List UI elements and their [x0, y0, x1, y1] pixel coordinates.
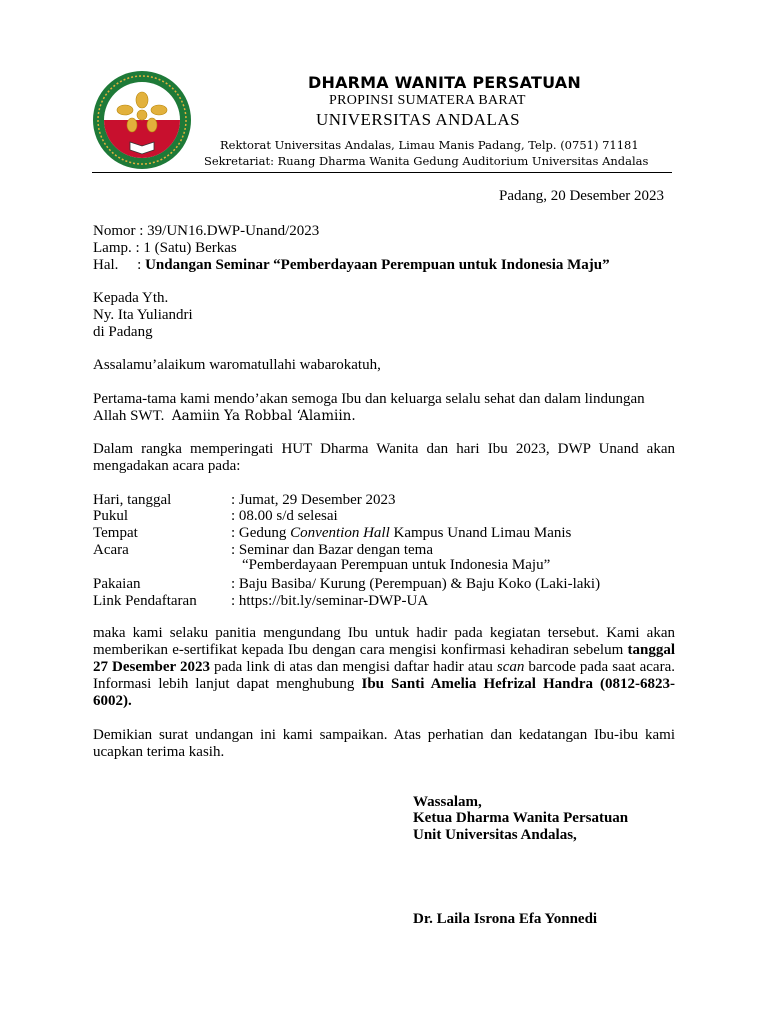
- recipient-salutation: Kepada Yth.: [93, 290, 169, 306]
- paragraph-4: Demikian surat undangan ini kami sampaikan. Atas perhatian dan kedatangan Ibu-ibu kami ucapkan terima kasih.: [93, 727, 675, 760]
- place-date: Padang, 20 Desember 2023: [499, 188, 664, 204]
- paragraph-3: [93, 625, 675, 710]
- subject-label: Hal. :: [93, 257, 146, 273]
- detail-label-event: Acara: [93, 542, 129, 558]
- letterhead-divider: [92, 172, 672, 173]
- closing-position-2: Unit Universitas Andalas,: [413, 827, 577, 843]
- paragraph-3-part-1: maka kami selaku panitia mengundang Ibu untuk hadir pada kegiatan tersebut. Kami akan memberikan e-sertifikat kepada Ibu dengan cara mengisi konfirmasi kehadiran sebelum: [93, 625, 675, 658]
- recipient-place: di Padang: [93, 324, 153, 340]
- paragraph-2: Dalam rangka memperingati HUT Dharma Wanita dan hari Ibu 2023, DWP Unand akan mengadakan acara pada:: [93, 441, 675, 474]
- detail-label-date: Hari, tanggal: [93, 492, 172, 508]
- paragraph-1-allah: Allah SWT.: [93, 408, 165, 424]
- paragraph-3-scan: scan: [496, 659, 525, 675]
- detail-value-link: : https://bit.ly/seminar-DWP-UA: [231, 593, 429, 609]
- detail-label-attire: Pakaian: [93, 576, 141, 592]
- university-name: UNIVERSITAS ANDALAS: [316, 110, 521, 129]
- paragraph-3-part-3: barcode pada saat acara. Informasi lebih lanjut dapat menghubung: [93, 659, 675, 692]
- detail-value-event: : Seminar dan Bazar dengan tema: [231, 542, 434, 558]
- paragraph-1-amiin: Aamiin Ya Robbal ‘Alamiin.: [171, 408, 356, 424]
- closing-wassalam: Wassalam,: [413, 794, 482, 810]
- detail-value-venue: [231, 525, 571, 542]
- dwp-logo: [92, 70, 192, 170]
- greeting: Assalamu’alaikum waromatullahi wabarokatuh,: [93, 357, 381, 373]
- org-name: DHARMA WANITA PERSATUAN: [308, 73, 581, 92]
- closing-position-1: Ketua Dharma Wanita Persatuan: [413, 810, 629, 826]
- subject-value: Undangan Seminar “Pemberdayaan Perempuan untuk Indonesia Maju”: [145, 257, 610, 273]
- detail-value-date: : Jumat, 29 Desember 2023: [231, 492, 396, 508]
- venue-hall: Convention Hall: [290, 525, 390, 541]
- address-line-1: Rektorat Universitas Andalas, Limau Manis Padang, Telp. (0751) 71181: [220, 138, 639, 152]
- attachment-line: Lamp. : 1 (Satu) Berkas: [93, 240, 237, 256]
- venue-prefix: : Gedung: [231, 525, 291, 541]
- paragraph-3-contact: Ibu Santi Amelia Hefrizal Handra (0812-6823-6002).: [93, 676, 676, 709]
- detail-event-theme: “Pemberdayaan Perempuan untuk Indonesia Maju”: [242, 557, 551, 573]
- venue-suffix: Kampus Unand Limau Manis: [389, 525, 572, 541]
- detail-value-attire: : Baju Basiba/ Kurung (Perempuan) & Baju Koko (Laki-laki): [231, 576, 601, 592]
- paragraph-3-part-2: pada link di atas dan mengisi daftar hadir atau: [209, 659, 497, 675]
- address-line-2: Sekretariat: Ruang Dharma Wanita Gedung Auditorium Universitas Andalas: [204, 154, 649, 168]
- paragraph-1-line-1: Pertama-tama kami mendo’akan semoga Ibu dan keluarga selalu sehat dan dalam lindungan: [93, 391, 645, 407]
- detail-value-time: : 08.00 s/d selesai: [231, 508, 338, 524]
- signatory-name: Dr. Laila Isrona Efa Yonnedi: [413, 911, 598, 927]
- province-name: PROPINSI SUMATERA BARAT: [329, 93, 526, 108]
- paragraph-3-deadline: tanggal 27 Desember 2023: [93, 642, 675, 675]
- subject-line: [93, 257, 610, 274]
- paragraph-1-line-2: [93, 408, 356, 425]
- detail-label-link: Link Pendaftaran: [93, 593, 197, 609]
- detail-label-venue: Tempat: [93, 525, 138, 541]
- reference-number: Nomor : 39/UN16.DWP-Unand/2023: [93, 223, 320, 239]
- detail-label-time: Pukul: [93, 508, 129, 524]
- recipient-name: Ny. Ita Yuliandri: [93, 307, 193, 323]
